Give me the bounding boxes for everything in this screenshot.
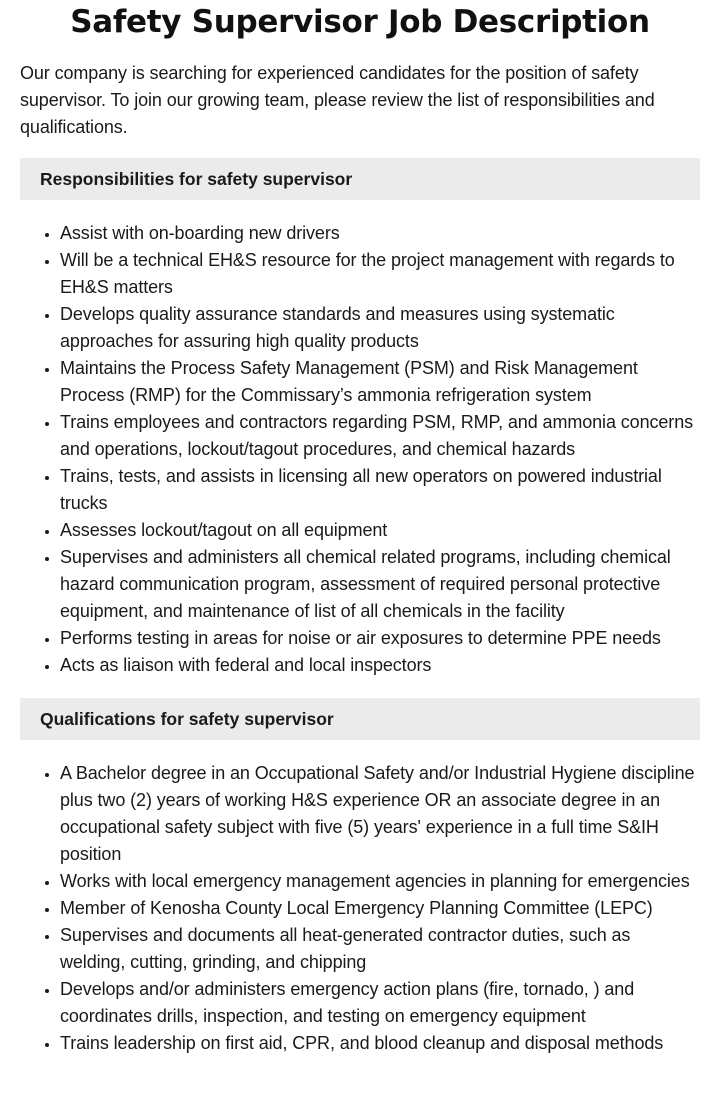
qualification-item: • Trains leadership on first aid, CPR, and blood cleanup and disposal methods	[60, 1030, 700, 1057]
responsibility-item: • Assist with on-boarding new drivers	[60, 220, 700, 247]
qualification-item: • Develops and/or administers emergency action plans (fire, tornado, ) and coordinates drills, inspection, and testing on emergency equipment	[60, 976, 700, 1030]
qualification-item: • A Bachelor degree in an Occupational Safety and/or Industrial Hygiene discipline plus two (2) years of working H&S experience OR an associate degree in an occupational safety subject with five (5) years' experience in a full time S&IH position	[60, 760, 700, 868]
responsibilities-list	[20, 220, 700, 679]
responsibility-item: • Trains employees and contractors regarding PSM, RMP, and ammonia concerns and operations, lockout/tagout procedures, and chemical hazards	[60, 409, 700, 463]
responsibilities-heading: Responsibilities for safety supervisor	[20, 158, 700, 200]
qualification-item: • Works with local emergency management agencies in planning for emergencies	[60, 868, 700, 895]
responsibility-item: • Will be a technical EH&S resource for the project management with regards to EH&S matters	[60, 247, 700, 301]
qualifications-list	[20, 760, 700, 1057]
qualification-item: • Member of Kenosha County Local Emergency Planning Committee (LEPC)	[60, 895, 700, 922]
page-title: Safety Supervisor Job Description	[70, 4, 650, 40]
responsibility-item: • Performs testing in areas for noise or air exposures to determine PPE needs	[60, 625, 700, 652]
qualifications-heading: Qualifications for safety supervisor	[20, 698, 700, 740]
responsibility-item: • Maintains the Process Safety Management (PSM) and Risk Management Process (RMP) for the Commissary’s ammonia refrigeration system	[60, 355, 700, 409]
responsibility-item: • Acts as liaison with federal and local inspectors	[60, 652, 700, 679]
responsibility-item: • Supervises and administers all chemical related programs, including chemical hazard communication program, assessment of required personal protective equipment, and maintenance of list of all chemicals in the facility	[60, 544, 700, 625]
responsibility-item: • Assesses lockout/tagout on all equipment	[60, 517, 700, 544]
qualification-item: • Supervises and documents all heat-generated contractor duties, such as welding, cutting, grinding, and chipping	[60, 922, 700, 976]
responsibility-item: • Trains, tests, and assists in licensing all new operators on powered industrial trucks	[60, 463, 700, 517]
intro-paragraph: Our company is searching for experienced candidates for the position of safety supervisor. To join our growing team, please review the list of responsibilities and qualifications.	[20, 63, 655, 137]
responsibility-item: • Develops quality assurance standards and measures using systematic approaches for assuring high quality products	[60, 301, 700, 355]
